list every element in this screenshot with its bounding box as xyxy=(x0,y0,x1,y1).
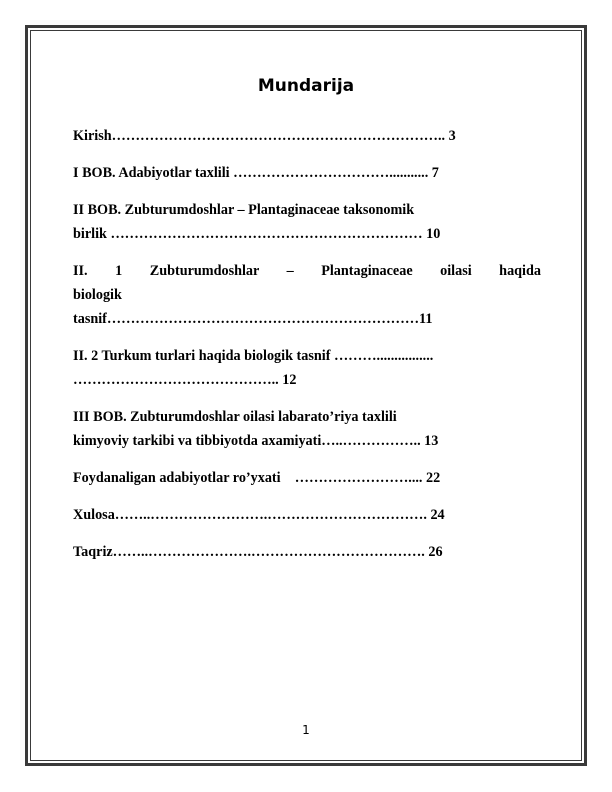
toc-entry-xulosa xyxy=(73,503,541,527)
toc-line: Taqriz……..………………….………………………………. 26 xyxy=(73,544,443,560)
toc-line: I BOB. Adabiyotlar taxlili ……………………………........... 7 xyxy=(73,165,439,181)
toc-entry-section-2-2 xyxy=(73,344,541,392)
toc-line: Xulosa……..…………………….……………………………. 24 xyxy=(73,507,445,523)
toc-line: birlik ………………………………………………………… 10 xyxy=(73,226,441,242)
page-title: Mundarija xyxy=(257,76,355,96)
toc-entry-section-2-1 xyxy=(73,259,541,331)
toc-line: biologik xyxy=(73,287,122,303)
toc-line: tasnif…………………………………………………………11 xyxy=(73,311,433,327)
toc-entry-references xyxy=(73,466,541,490)
toc-entry-bob-1 xyxy=(73,161,541,185)
toc-line: II BOB. Zubturumdoshlar – Plantaginaceae taksonomik xyxy=(73,202,415,218)
toc-line: …………………………………….. 12 xyxy=(73,372,297,388)
table-of-contents xyxy=(73,124,541,577)
toc-entry-bob-2 xyxy=(73,198,541,246)
toc-entry-bob-3 xyxy=(73,405,541,453)
toc-line: II. 2 Turkum turlari haqida biologik tasnif ………................ xyxy=(73,348,434,364)
toc-entry-kirish xyxy=(73,124,541,148)
toc-line: II. 1 Zubturumdoshlar – Plantaginaceae oilasi haqida xyxy=(73,263,541,279)
toc-line: kimyoviy tarkibi va tibbiyotda axamiyati…..…………….. 13 xyxy=(73,433,439,449)
toc-line: III BOB. Zubturumdoshlar oilasi labarato’riya taxlili xyxy=(73,409,397,425)
toc-entry-taqriz xyxy=(73,540,541,564)
toc-line: Kirish…………………………………………………………….. 3 xyxy=(73,128,456,144)
page-number: 1 xyxy=(302,723,310,737)
toc-line: Foydanaligan adabiyotlar ro’yxati …………………….... 22 xyxy=(73,470,441,486)
